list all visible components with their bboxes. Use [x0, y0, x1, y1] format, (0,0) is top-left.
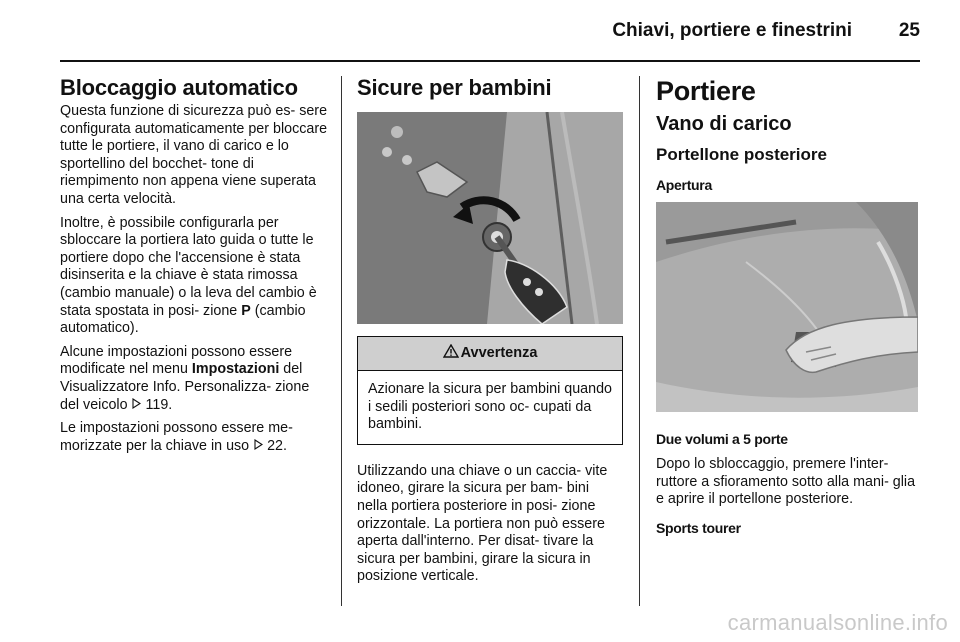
header-title: Chiavi, portiere e finestrini: [612, 20, 852, 41]
column-auto-lock: [60, 76, 328, 461]
paragraph: Dopo lo sbloccaggio, premere l'inter- ruttore a sfioramento sotto alla mani- glia e aprire il portellone posteriore.: [656, 456, 916, 508]
page-ref-arrow-icon[interactable]: [132, 397, 142, 415]
text: Inoltre, è possibile configurarla per sbloccare la portiera lato guida o tutte le portiere dopo che l'accensione è stata disinserita e la chiave è stata rimossa (cambio manuale) o la leva del cambio è stata spostata in posi- zione: [60, 214, 317, 319]
section-heading: Portiere: [656, 76, 756, 106]
column-divider-2: [639, 76, 640, 606]
subsection-heading: Vano di carico: [656, 113, 792, 135]
section-heading: Sicure per bambini: [357, 75, 552, 100]
watermark: carmanualsonline.info: [727, 610, 948, 635]
page-ref[interactable]: 22.: [267, 437, 287, 454]
subsection-heading: Portellone posteriore: [656, 145, 827, 164]
label-hatchback: Due volumi a 5 porte: [656, 431, 788, 447]
text: (cambio automatico).: [60, 302, 306, 337]
warning-box: [357, 336, 623, 445]
section-heading: Bloccaggio automatico: [60, 75, 298, 100]
paragraph: [60, 420, 328, 455]
warning-header: [358, 337, 622, 371]
paragraph: [60, 215, 328, 338]
page-ref-arrow-icon[interactable]: [253, 438, 263, 456]
header-rule: [60, 60, 920, 62]
gear-position: P: [241, 302, 251, 319]
column-child-locks: [357, 76, 623, 592]
text: del Visualizzatore Info. Personalizza- zione del veicolo: [60, 361, 310, 413]
page-number: 25: [898, 20, 920, 41]
text: Le impostazioni possono essere me- morizzate per la chiave in uso: [60, 420, 293, 454]
paragraph: Utilizzando una chiave o un caccia- vite idoneo, girare la sicura per bam- bini nella portiera posteriore in posi- zione orizzontale. La portiera non può essere aperta dall'interno. Per disat- tivare la sicura per bambini, girare la sicura in posizione verticale.: [357, 462, 608, 585]
door-lock-key-image: [357, 112, 623, 324]
menu-name: Impostazioni: [191, 361, 280, 378]
label-tourer: Sports tourer: [656, 519, 741, 536]
paragraph: [60, 344, 328, 414]
page-ref[interactable]: 119.: [145, 396, 173, 413]
tailgate-hand-image: [656, 202, 918, 412]
warning-triangle-icon: [443, 344, 459, 363]
paragraph: Questa funzione di sicurezza può es- sere configurata automaticamente per bloccare tutte le portiere, il vano di carico e lo sportellino del bocchet- tone di riempimento non appena viene superata una certa velocità.: [60, 103, 328, 207]
text: Alcune impostazioni possono essere modificate nel menu: [60, 343, 293, 378]
column-divider-1: [341, 76, 342, 606]
tailgate-illustration: [656, 202, 918, 412]
warning-title: Avvertenza: [460, 344, 538, 361]
warning-text: Azionare la sicura per bambini quando i sedili posteriori sono oc- cupati da bambini.: [368, 381, 612, 433]
column-doors: [656, 76, 922, 545]
child-lock-illustration: [357, 112, 623, 324]
label-opening: Apertura: [656, 177, 712, 193]
page-header: [60, 14, 920, 58]
